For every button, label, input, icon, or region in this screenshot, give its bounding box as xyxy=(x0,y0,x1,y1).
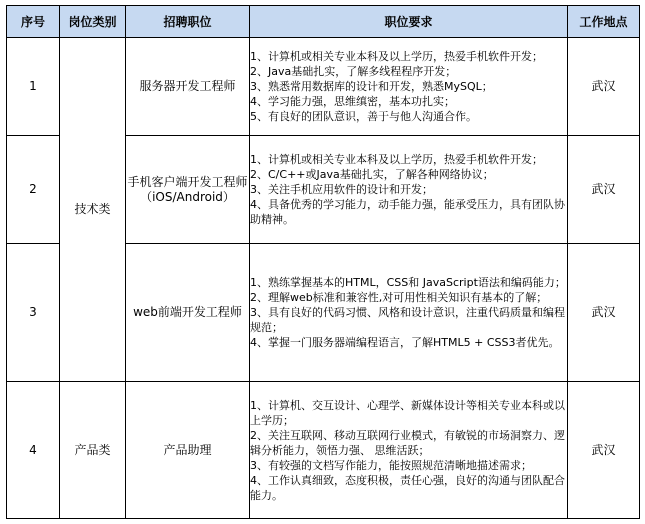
requirement-line: 2、C/C++或Java基础扎实，了解各种网络协议； xyxy=(250,168,494,181)
requirement-line: 4、学习能力强，思维缜密，基本功扎实； xyxy=(250,95,455,108)
row-seq: 4 xyxy=(7,382,60,519)
header-position: 招聘职位 xyxy=(126,6,250,38)
requirement-line: 3、有较强的文档写作能力，能按照规范清晰地描述需求； xyxy=(250,458,532,472)
requirement-line: 4、掌握一门服务器端编程语言，了解HTML5 + CSS3者优先。 xyxy=(250,336,560,349)
requirement-line: 1、熟练掌握基本的HTML，CSS和 JavaScript语法和编码能力； xyxy=(250,276,566,289)
requirement-line: 1、计算机、交互设计、心理学、新媒体设计等相关专业本科或以上学历； xyxy=(250,398,565,427)
requirement-line: 3、关注手机应用软件的设计和开发； xyxy=(250,183,433,196)
row-position: web前端开发工程师 xyxy=(126,244,250,382)
requirement-line: 4、具备优秀的学习能力，动手能力强，能承受压力，具有团队协助精神。 xyxy=(250,198,565,226)
row-requirements xyxy=(250,38,568,136)
row-category: 产品类 xyxy=(60,382,126,519)
requirement-line: 2、关注互联网、移动互联网行业模式，有敏锐的市场洞察力、逻辑分析能力，领悟力强、 思维活跃； xyxy=(250,428,565,457)
row-location: 武汉 xyxy=(568,382,640,519)
requirement-line: 3、具有良好的代码习惯、风格和设计意识，注重代码质量和编程规范； xyxy=(250,306,565,334)
header-location: 工作地点 xyxy=(568,6,640,38)
requirement-line: 1、计算机或相关专业本科及以上学历，热爱手机软件开发； xyxy=(250,50,543,63)
requirement-line: 4、工作认真细致，态度积极，责任心强，良好的沟通与团队配合能力。 xyxy=(250,473,565,502)
row-seq: 3 xyxy=(7,244,60,382)
row-position: 手机客户端开发工程师（iOS/Android） xyxy=(126,136,250,244)
requirement-line: 2、Java基础扎实，了解多线程程序开发； xyxy=(250,65,457,78)
row-seq: 1 xyxy=(7,38,60,136)
table-row xyxy=(7,38,640,136)
row-requirements xyxy=(250,244,568,382)
row-category: 技术类 xyxy=(60,38,126,382)
row-location: 武汉 xyxy=(568,136,640,244)
row-position: 服务器开发工程师 xyxy=(126,38,250,136)
row-seq: 2 xyxy=(7,136,60,244)
recruitment-table xyxy=(6,5,640,519)
header-category: 岗位类别 xyxy=(60,6,126,38)
row-location: 武汉 xyxy=(568,38,640,136)
header-row xyxy=(7,6,640,38)
table-row xyxy=(7,382,640,519)
row-requirements xyxy=(250,382,568,519)
requirement-line: 2、理解web标准和兼容性,对可用性相关知识有基本的了解； xyxy=(250,291,548,304)
requirement-line: 5、有良好的团队意识，善于与他人沟通合作。 xyxy=(250,110,477,123)
row-location: 武汉 xyxy=(568,244,640,382)
requirement-line: 1、计算机或相关专业本科及以上学历，热爱手机软件开发； xyxy=(250,153,543,166)
header-seq: 序号 xyxy=(7,6,60,38)
row-requirements xyxy=(250,136,568,244)
header-requirements: 职位要求 xyxy=(250,6,568,38)
requirement-line: 3、熟悉常用数据库的设计和开发，熟悉MySQL； xyxy=(250,80,493,93)
row-position: 产品助理 xyxy=(126,382,250,519)
